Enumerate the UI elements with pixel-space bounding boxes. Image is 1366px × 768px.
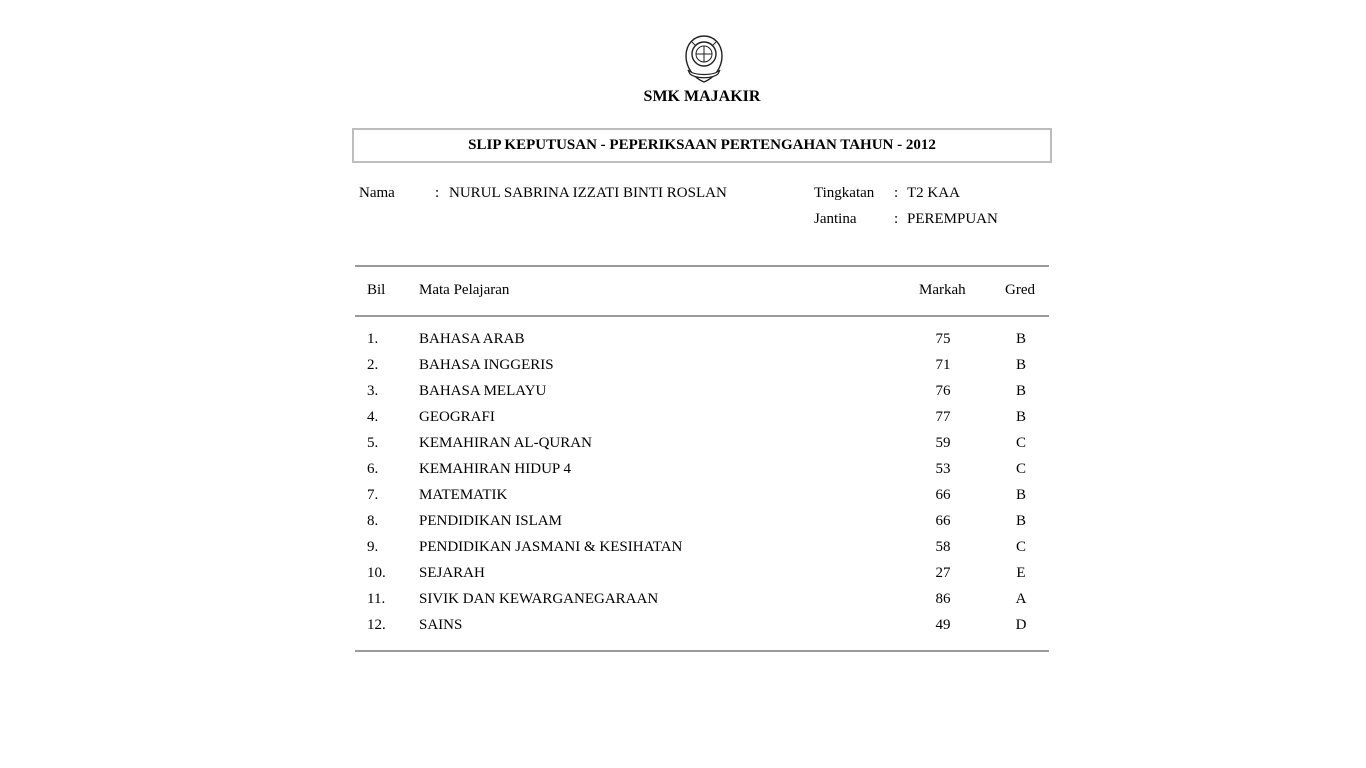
header-bottom-rule [355,315,1049,317]
table-row [355,435,1049,461]
table-row [355,461,1049,487]
row-marks: 71 [935,357,951,373]
row-marks: 49 [935,617,951,633]
row-grade: D [1015,617,1027,633]
header-marks: Markah [919,282,966,298]
row-marks: 27 [935,565,951,581]
row-marks: 86 [935,591,951,607]
table-bottom-rule [355,650,1049,652]
row-subject: BAHASA ARAB [419,331,525,347]
row-grade: C [1015,461,1026,477]
row-subject: KEMAHIRAN AL-QURAN [419,435,592,451]
table-row [355,409,1049,435]
table-row [355,565,1049,591]
row-subject: SAINS [419,617,463,633]
gender-colon: : [894,211,899,227]
row-grade: A [1015,591,1027,607]
row-bil: 1. [367,331,379,347]
row-bil: 6. [367,461,379,477]
school-crest-icon [680,34,728,84]
name-label: Nama [359,185,395,201]
row-subject: PENDIDIKAN JASMANI & KESIHATAN [419,539,683,555]
row-marks: 77 [935,409,951,425]
row-grade: B [1015,383,1026,399]
row-bil: 12. [367,617,386,633]
row-marks: 53 [935,461,951,477]
school-name: SMK MAJAKIR [643,88,761,105]
row-subject: SIVIK DAN KEWARGANEGARAAN [419,591,659,607]
row-grade: B [1015,331,1026,347]
header-grade: Gred [1005,282,1035,298]
form-colon: : [894,185,899,201]
row-grade: C [1015,435,1026,451]
row-marks: 66 [935,513,951,529]
row-subject: BAHASA INGGERIS [419,357,554,373]
row-subject: PENDIDIKAN ISLAM [419,513,562,529]
row-grade: B [1015,409,1026,425]
table-row [355,539,1049,565]
row-marks: 59 [935,435,951,451]
header-bil: Bil [367,282,386,298]
row-subject: KEMAHIRAN HIDUP 4 [419,461,571,477]
row-bil: 5. [367,435,379,451]
gender-label: Jantina [814,211,857,227]
row-bil: 3. [367,383,379,399]
row-marks: 58 [935,539,951,555]
slip-title: SLIP KEPUTUSAN - PEPERIKSAAN PERTENGAHAN TAHUN - 2012 [352,128,1052,163]
row-bil: 10. [367,565,386,581]
gender-value: PEREMPUAN [907,211,998,227]
row-marks: 76 [935,383,951,399]
table-row [355,383,1049,409]
row-grade: E [1016,565,1026,581]
row-bil: 7. [367,487,379,503]
table-row [355,513,1049,539]
table-top-rule [355,265,1049,267]
form-label: Tingkatan [814,185,875,201]
row-bil: 2. [367,357,379,373]
row-marks: 66 [935,487,951,503]
table-row [355,357,1049,383]
row-marks: 75 [935,331,951,347]
table-row [355,331,1049,357]
table-row [355,591,1049,617]
row-grade: B [1015,513,1026,529]
row-subject: BAHASA MELAYU [419,383,547,399]
form-value: T2 KAA [907,185,960,201]
row-bil: 9. [367,539,379,555]
row-subject: GEOGRAFI [419,409,495,425]
row-bil: 8. [367,513,379,529]
name-colon: : [435,185,440,201]
name-value: NURUL SABRINA IZZATI BINTI ROSLAN [449,185,727,201]
row-grade: C [1015,539,1026,555]
row-bil: 11. [367,591,386,607]
row-subject: SEJARAH [419,565,485,581]
row-grade: B [1015,357,1026,373]
row-grade: B [1015,487,1026,503]
table-row [355,617,1049,643]
row-bil: 4. [367,409,379,425]
table-row [355,487,1049,513]
header-subject: Mata Pelajaran [419,282,510,298]
row-subject: MATEMATIK [419,487,508,503]
